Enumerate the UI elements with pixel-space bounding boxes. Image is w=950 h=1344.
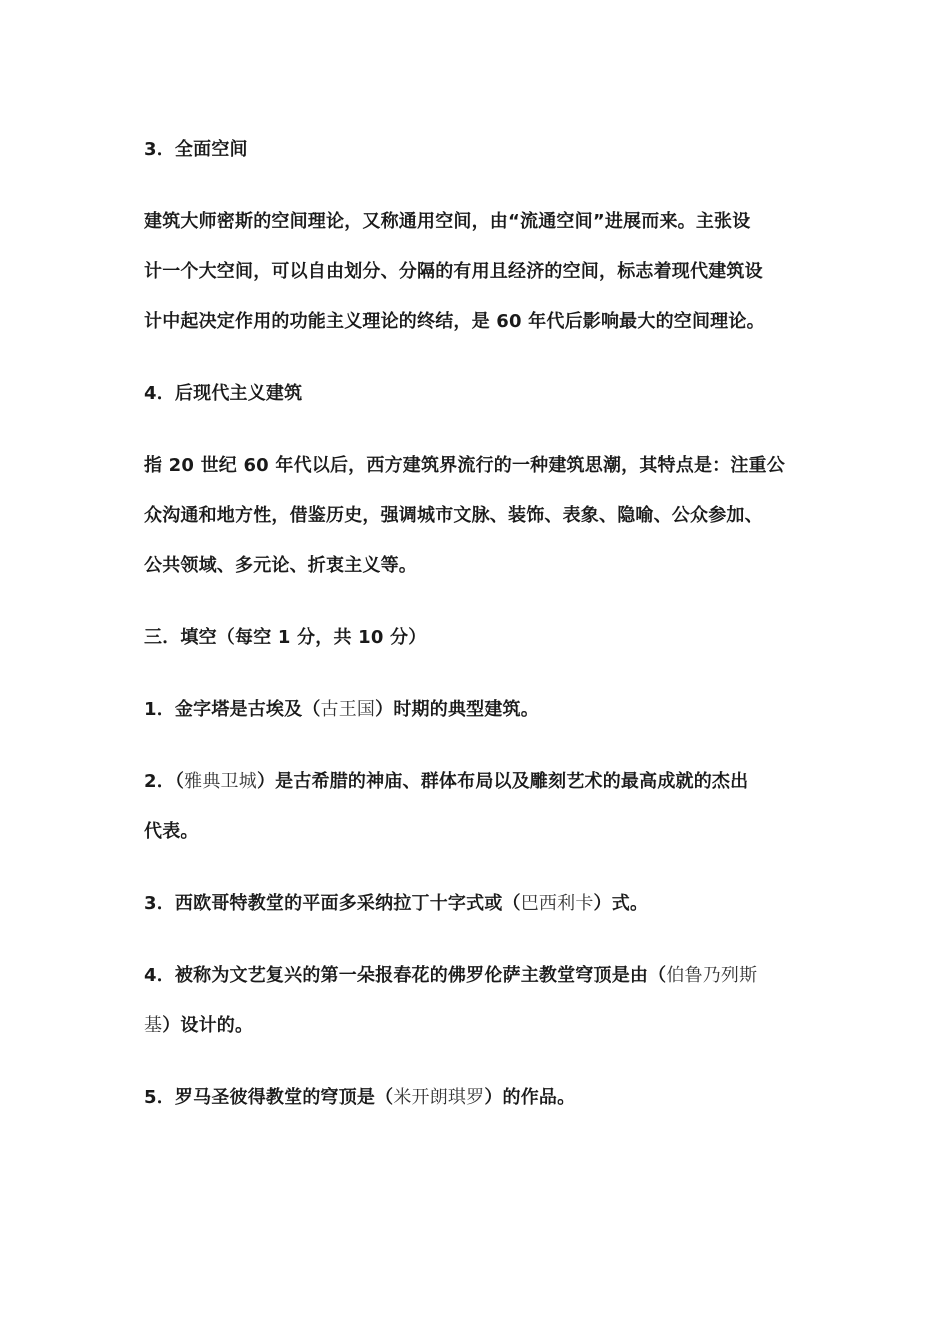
section-3-heading: 3．全面空间 — [144, 139, 248, 160]
question-4-answer: 伯鲁乃列斯 — [666, 965, 758, 986]
question-5-answer: 米开朗琪罗 — [393, 1087, 485, 1108]
section-4-body-line-2: 众沟通和地方性，借鉴历史，强调城市文脉、装饰、表象、隐喻、公众参加、 — [144, 505, 763, 526]
question-5-text-before: 5．罗马圣彼得教堂的穹顶是（ — [144, 1087, 394, 1108]
question-4-line-2 — [144, 1014, 814, 1038]
question-1-text-after: ）时期的典型建筑。 — [375, 699, 539, 720]
section-4-heading: 4．后现代主义建筑 — [144, 383, 303, 404]
section-3-body-line-2: 计一个大空间，可以自由划分、分隔的有用且经济的空间，标志着现代建筑设 — [144, 261, 763, 282]
question-2 — [144, 770, 814, 794]
question-2-text-before: 2．（ — [144, 771, 185, 792]
question-4-text-after: ）设计的。 — [162, 1015, 254, 1036]
question-5 — [144, 1086, 814, 1110]
question-1 — [144, 698, 814, 722]
question-5-text-after: ）的作品。 — [484, 1087, 576, 1108]
question-4-answer-cont: 基 — [144, 1015, 163, 1036]
question-3 — [144, 892, 814, 916]
section-3-body-line-3: 计中起决定作用的功能主义理论的终结，是 60 年代后影响最大的空间理论。 — [144, 311, 765, 332]
question-2-text-after: ）是古希腊的神庙、群体布局以及雕刻艺术的最高成就的杰出 — [256, 771, 749, 792]
question-3-text-before: 3．西欧哥特教堂的平面多采纳拉丁十字式或（ — [144, 893, 521, 914]
question-2-line-2: 代表。 — [144, 821, 199, 842]
question-4 — [144, 964, 814, 988]
question-3-text-after: ）式。 — [593, 893, 649, 914]
section-3-body-line-1: 建筑大师密斯的空间理论，又称通用空间，由“流通空间”进展而来。主张设 — [144, 211, 751, 232]
part-3-heading: 三．填空（每空 1 分，共 10 分） — [144, 627, 427, 648]
section-4-body-line-1: 指 20 世纪 60 年代以后，西方建筑界流行的一种建筑思潮，其特点是：注重公 — [144, 455, 785, 476]
question-1-text-before: 1．金字塔是古埃及（ — [144, 699, 321, 720]
question-2-answer: 雅典卫城 — [184, 771, 257, 792]
question-1-answer: 古王国 — [320, 699, 376, 720]
question-3-answer: 巴西利卡 — [520, 893, 594, 914]
question-4-text-before: 4．被称为文艺复兴的第一朵报春花的佛罗伦萨主教堂穹顶是由（ — [144, 965, 667, 986]
section-4-body-line-3: 公共领域、多元论、折衷主义等。 — [144, 555, 417, 576]
